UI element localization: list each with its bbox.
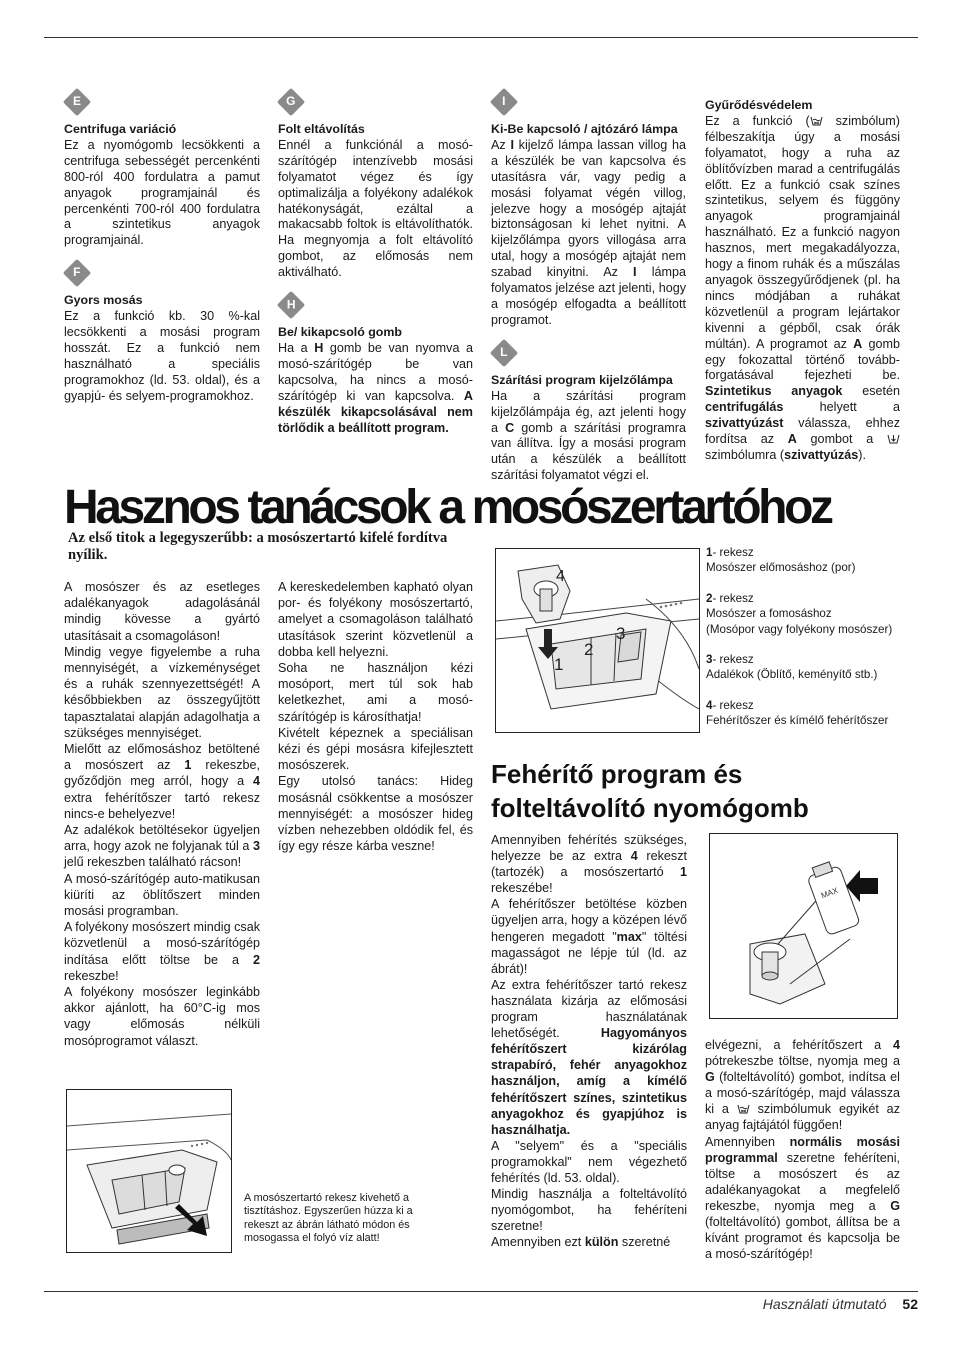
heading-gyors-mosas: Gyors mosás xyxy=(64,293,143,308)
section-title: Hasznos tanácsok a mosószertartóhoz xyxy=(64,481,831,534)
function-column-1 xyxy=(64,92,260,405)
footer-text: Használati útmutató xyxy=(762,1296,887,1312)
bleach-figure xyxy=(709,833,898,1019)
removal-figure xyxy=(66,1089,232,1253)
removal-illustration xyxy=(67,1090,231,1252)
detergent-p4: Az adalékok betöltésekor ügyeljen arra, hogy azok ne folyjanak túl a 3 jelű rekeszben található rácson! xyxy=(64,823,260,870)
section-subtitle: Az első titok a legegyszerűbb: a mosószertartó kifelé fordítva nyílik. xyxy=(68,530,448,563)
heading-gyurodes: Gyűrődésvédelem xyxy=(705,98,813,112)
detergent2-p3: Kivételt képeznek a speciálisan kézi és gépi mosásra kifejlesztett mosószerek. xyxy=(278,725,473,773)
badge-f-icon: F xyxy=(63,259,91,287)
heading-be-ki: Be/ kikapcsoló gomb xyxy=(278,325,402,340)
text-gyurodes: Ez a funkció ( szimbólum) félbeszakítja úgy a mosási folyamatot, hogy a ruha az öblítővízben marad a centrifugálás előtt. Ez a funkció csak színes szintetikus, selyem és függöny anyagok programjainál használható. Ez a funkció nagyon hasznos, mert megakadályozza, hogy a finom ruhák és a műszálas anyagok összegyűrődjenek (pl. ha nincs módjában a ruhákat közvetlenül a program lejártakor kivenni a gépből, csak órák múltán). A programot az A gomb egy fokozattal történő tovább-forgatásával fejezheti be. Szintetikus anyagok esetén centrifugálás helyett a szivattyúzást válassza, ehhez fordítsa az A gombot a szimbólumra (szivattyúzás). xyxy=(705,113,901,462)
detergent-p3: Mielőtt az előmosáshoz betöltené a mosószert az 1 rekeszbe, győződjön meg arról, hogy a 4 extra fehérítőszer tartó rekesz nincs-e behelyezve! xyxy=(64,742,261,821)
drawer-num-1: 1 xyxy=(554,655,564,674)
bottom-rule xyxy=(44,1291,918,1292)
detergent2-p1: A kereskedelemben kapható olyan por- és folyékony mosószertartó, amelyet a csomagoláson található utasítások szerint közvetlenül a dobba kell helyezni. xyxy=(278,580,473,659)
bleach-column-2 xyxy=(705,1037,900,1262)
heading-szaritas: Szárítási program kijelzőlámpa xyxy=(491,372,673,387)
function-column-2 xyxy=(278,92,473,436)
badge-g-icon: G xyxy=(277,88,305,116)
detergent-p7: A folyékony mosószer leginkább akkor ajánlott, ha 60°C-ig mos vagy előmosás nélküli mosóprogramot választ. xyxy=(64,985,260,1048)
text-gyors-mosas: Ez a funkció kb. 30 %-kal lecsökkenti a mosási program hosszát. Ez a funkció nem használható a speciális programokhoz (ld. 53. oldal), és a gyapjú- és selyem-programokhoz. xyxy=(64,309,260,403)
bleach-p3: Az extra fehérítőszer tartó rekesz használata kizárja az előmosási program használatának lehetőségét. Hagyományos fehérítőszert kizárólag strapabíró, fehér anyagokhoz használjon, amíg a kímélő fehérítőszert színes, szintetikus anyagokhoz és gyapjúhoz is használhatja. xyxy=(491,977,687,1137)
bleach2-p2: Amennyiben normális mosási programmal szeretne fehéríteni, töltse a mosószert és az adalékanyagokat a megfelelő rekeszbe, nyomja meg a G (folteltávolító) gombot, állítsa be a kívánt programot és kapcsolja be a mosó-szárítógép! xyxy=(705,1134,900,1262)
heading-centrifuga: Centrifuga variáció xyxy=(64,122,177,136)
drawer-illustration xyxy=(496,549,699,732)
badge-h-icon: H xyxy=(277,291,305,319)
function-column-3 xyxy=(491,92,686,484)
heading-folt: Folt eltávolítás xyxy=(278,122,365,136)
top-rule xyxy=(44,37,918,38)
detergent-p2: Mindig vegye figyelembe a ruha mennyiségét, a vízkeménységet és a ruhák szennyezettségét! A későbbiekben az összegyűjtött tapasztalatai alapján adagolhatja a szükséges mennyiséget. xyxy=(64,644,260,740)
text-szaritas: Ha a szárítási program kijelzőlámpája ég, azt jelenti hogy a C gomb a szárítási programra van állítva. Így a mosási program után a készülék a beállított szárítási folyamatot végzi el. xyxy=(491,388,686,483)
bleach-column-1 xyxy=(491,832,687,1250)
drawer-num-4: 4 xyxy=(556,568,565,585)
drawer-figure xyxy=(495,548,700,733)
drawer-num-3: 3 xyxy=(616,624,626,643)
legend-item-1: 1- rekesz Mosószer előmosáshoz (por) xyxy=(706,546,856,575)
removal-caption: A mosószertartó rekesz kivehető a tisztításhoz. Egyszerűen húzza ki a rekeszt az ábrán látható módon és mosogassa el folyó víz alatt! xyxy=(244,1191,413,1245)
detergent-column-2 xyxy=(278,579,473,854)
bleach-p5: Mindig használja a folteltávolító nyomógombot, ha fehéríteni szeretne! xyxy=(491,1187,687,1234)
bleach2-p1: elvégezni, a fehérítőszert a 4 pótrekeszbe töltse, nyomja meg a G (folteltávolító) gombot, indítsa el a mosó-szárítógép, majd válassza ki a szimbólumuk egyikét az anyag fajtájától függően! xyxy=(705,1038,900,1133)
detergent-p6: A folyékony mosószert mindig csak közvetlenül a mosó-szárítógép indítása előtt töltse be a 2 rekeszbe! xyxy=(64,920,260,983)
warning-be-ki: A készülék kikapcsolásával nem törlődik a beállított program. xyxy=(278,388,473,435)
pump-icon xyxy=(887,433,900,444)
function-column-4 xyxy=(705,98,900,464)
rinse-hold-icon xyxy=(810,115,823,126)
bleach-p4: A "selyem" és a "speciális programokkal" nem végezhető fehérítés (ld. 53. oldal). xyxy=(491,1138,687,1185)
bottle-label: MAX xyxy=(819,885,840,901)
legend-item-2: 2- rekesz Mosószer a fomosáshoz (Mosópor vagy folyékony mosószer) xyxy=(706,591,893,636)
drawer-legend xyxy=(706,545,906,744)
detergent-p5: A mosó-szárítógép auto-matikusan kiüríti az öblítőszert minden mosási programban. xyxy=(64,871,260,919)
badge-l-icon: L xyxy=(490,339,518,367)
drawer-num-2: 2 xyxy=(584,640,594,659)
detergent2-p2: Soha ne használjon kézi mosóport, mert túl sok hab keletkezhet, ami a mosó-szárítógép is károsíthatja! xyxy=(278,661,473,724)
text-folt: Ennél a funkciónál a mosó-szárítógép intenzívebb mosási folyamatot végez és így optimalizálja a folyékony adalékok hatékonyságát, ezáltal a makacsabb foltok is eltávolíthatók. Ha megnyomja a folt eltávolító gombot, az előmosás nem aktiválható. xyxy=(278,137,473,280)
text-be-ki: Ha a H gomb be van nyomva a mosó-szárítógép be van kapcsolva, ha nincs a mosó-szárítógép ki van kapcsolva. A készülék kikapcsolásával nem törlődik a beállított program. xyxy=(278,340,473,435)
detergent-column-1 xyxy=(64,579,260,1049)
bleach-illustration xyxy=(710,834,897,1018)
bleach-p1: Amennyiben fehérítés szükséges, helyezze be az extra 4 rekeszt (tartozék) a mosószertartó 1 rekeszébe! xyxy=(491,833,687,896)
bleach-heading: Fehérítő program és folteltávolító nyomógomb xyxy=(491,759,809,823)
badge-i-icon: I xyxy=(490,88,518,116)
legend-item-4: 4- rekesz Fehérítőszer és kímélő fehérítőszer xyxy=(706,698,889,728)
page-number: 52 xyxy=(902,1296,918,1312)
wash-symbol-icon xyxy=(737,1103,750,1114)
legend-item-3: 3- rekesz Adalékok (Öblítő, keményítő stb.) xyxy=(706,653,878,682)
bleach-p6: Amennyiben ezt külön szeretné xyxy=(491,1235,671,1250)
text-ki-be: Az I kijelző lámpa lassan villog ha a készülék be van kapcsolva és utasításra vár, vagy pedig a mosási folyamat végén villog, jelezve hogy a mosógép ajtaját biztonságosan ki lehet nyitni. A kijelzőlámpa gyors villogása arra utal, hogy a mosógép ajtaját nem szabad kinyitni. Az I lámpa folyamatos jelzése azt jelenti, hogy a mosógép elfogadta a beállított programot. xyxy=(491,137,686,327)
detergent2-p4: Egy utolsó tanács: Hideg mosásnál csökkentse a mosószer mennyiségét: a mosószer hideg vízben nehezebben oldódik fel, és így egy része kárba veszne! xyxy=(278,774,473,854)
text-centrifuga: Ez a nyomógomb lecsökkenti a centrifuga sebességét percenkénti 800-ról 400 fordulatra a pamut anyagok programjainál és percenkénti 700-ról 400 fordulatra a szintetikus anyagok programjainál. xyxy=(64,137,260,248)
detergent-p1: A mosószer és az esetleges adalékanyagok adagolásánál mindig kövesse a gyártó utasításait a csomagoláson! xyxy=(64,580,260,643)
heading-ki-be: Ki-Be kapcsoló / ajtózáró lámpa xyxy=(491,122,678,136)
page-footer xyxy=(763,1296,918,1312)
bleach-p2: A fehérítőszer betöltése közben ügyeljen arra, hogy a középen lévő hengeren megadott "max" töltési magasságot ne lépje túl (ld. az ábrát)! xyxy=(491,897,687,976)
badge-e-icon: E xyxy=(63,88,91,116)
